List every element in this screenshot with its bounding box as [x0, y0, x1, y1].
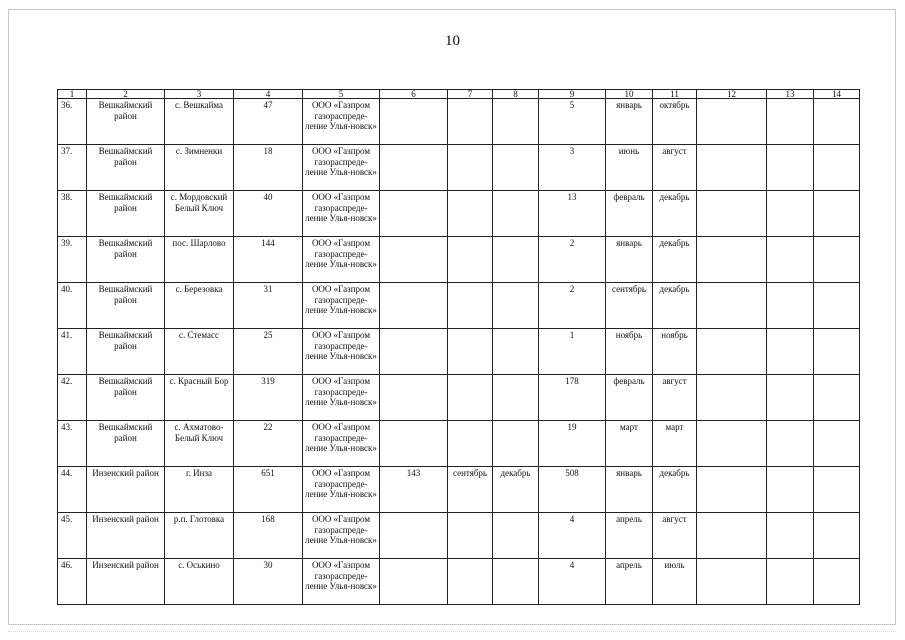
column-header-4: 4	[234, 90, 303, 99]
table-cell-col-12	[697, 191, 767, 237]
table-cell-col-7	[448, 191, 493, 237]
table-cell-col-2: Вешкаймский район	[87, 375, 165, 421]
table-cell-col-5: ООО «Газпром газораспреде-ление Улья-новск»	[303, 283, 380, 329]
table-cell-col-1: 41.	[58, 329, 87, 375]
table-cell-col-10: апрель	[606, 559, 653, 605]
column-header-6: 6	[380, 90, 448, 99]
table-cell-col-12	[697, 99, 767, 145]
table-cell-col-3: г. Инза	[165, 467, 234, 513]
table-cell-col-8	[493, 375, 539, 421]
table-cell-col-6	[380, 329, 448, 375]
table-cell-col-11: октябрь	[653, 99, 697, 145]
table-row	[58, 237, 860, 283]
table-cell-col-4: 319	[234, 375, 303, 421]
table-cell-col-12	[697, 145, 767, 191]
column-header-11: 11	[653, 90, 697, 99]
table-row	[58, 467, 860, 513]
table-cell-col-11: декабрь	[653, 283, 697, 329]
table-cell-col-5: ООО «Газпром газораспреде-ление Улья-новск»	[303, 513, 380, 559]
table-cell-col-2: Инзенский район	[87, 513, 165, 559]
table-row	[58, 191, 860, 237]
table-cell-col-2: Вешкаймский район	[87, 421, 165, 467]
table-cell-col-1: 37.	[58, 145, 87, 191]
table-cell-col-7	[448, 145, 493, 191]
table-cell-col-14	[814, 145, 860, 191]
table-cell-col-1: 40.	[58, 283, 87, 329]
table-cell-col-8	[493, 237, 539, 283]
table-cell-col-4: 40	[234, 191, 303, 237]
table-cell-col-11: декабрь	[653, 467, 697, 513]
table-row	[58, 329, 860, 375]
table-cell-col-4: 31	[234, 283, 303, 329]
table-cell-col-6	[380, 283, 448, 329]
table-cell-col-5: ООО «Газпром газораспреде-ление Улья-новск»	[303, 375, 380, 421]
table-cell-col-7	[448, 237, 493, 283]
table-cell-col-7	[448, 559, 493, 605]
table-row	[58, 99, 860, 145]
table-cell-col-6	[380, 559, 448, 605]
table-cell-col-3: с. Мордовский Белый Ключ	[165, 191, 234, 237]
table-cell-col-10: июнь	[606, 145, 653, 191]
table-cell-col-2: Вешкаймский район	[87, 237, 165, 283]
table-cell-col-4: 47	[234, 99, 303, 145]
table-cell-col-3: пос. Шарлово	[165, 237, 234, 283]
table-cell-col-13	[767, 513, 814, 559]
table-cell-col-6	[380, 237, 448, 283]
table-cell-col-9: 13	[539, 191, 606, 237]
table-cell-col-6: 143	[380, 467, 448, 513]
table-cell-col-8	[493, 559, 539, 605]
table-row	[58, 421, 860, 467]
table-cell-col-8	[493, 513, 539, 559]
table-row	[58, 375, 860, 421]
column-header-12: 12	[697, 90, 767, 99]
table-cell-col-13	[767, 191, 814, 237]
table-cell-col-12	[697, 559, 767, 605]
table-cell-col-14	[814, 467, 860, 513]
table-cell-col-1: 42.	[58, 375, 87, 421]
table-cell-col-10: март	[606, 421, 653, 467]
table-cell-col-8	[493, 99, 539, 145]
table-cell-col-5: ООО «Газпром газораспреде-ление Улья-новск»	[303, 559, 380, 605]
table-cell-col-11: август	[653, 375, 697, 421]
table-cell-col-4: 168	[234, 513, 303, 559]
table-cell-col-1: 44.	[58, 467, 87, 513]
table-cell-col-1: 45.	[58, 513, 87, 559]
table-cell-col-7	[448, 375, 493, 421]
table-cell-col-13	[767, 329, 814, 375]
table-cell-col-11: март	[653, 421, 697, 467]
table-cell-col-5: ООО «Газпром газораспреде-ление Улья-новск»	[303, 421, 380, 467]
table-cell-col-3: с. Оськино	[165, 559, 234, 605]
table-cell-col-6	[380, 145, 448, 191]
table-cell-col-14	[814, 237, 860, 283]
table-cell-col-3: с. Красный Бор	[165, 375, 234, 421]
table-cell-col-9: 19	[539, 421, 606, 467]
table-cell-col-12	[697, 421, 767, 467]
table-cell-col-1: 39.	[58, 237, 87, 283]
table-cell-col-13	[767, 559, 814, 605]
table-cell-col-9: 5	[539, 99, 606, 145]
table-cell-col-7	[448, 513, 493, 559]
table-cell-col-4: 30	[234, 559, 303, 605]
column-header-9: 9	[539, 90, 606, 99]
table-cell-col-7	[448, 421, 493, 467]
table-cell-col-8	[493, 145, 539, 191]
table-cell-col-13	[767, 375, 814, 421]
table-cell-col-9: 178	[539, 375, 606, 421]
table-cell-col-4: 22	[234, 421, 303, 467]
table-cell-col-11: июль	[653, 559, 697, 605]
table-cell-col-7	[448, 283, 493, 329]
table-cell-col-11: август	[653, 145, 697, 191]
table-cell-col-11: декабрь	[653, 191, 697, 237]
header-row	[58, 90, 860, 99]
table-cell-col-10: апрель	[606, 513, 653, 559]
table-cell-col-12	[697, 329, 767, 375]
table-cell-col-3: с. Зимненки	[165, 145, 234, 191]
table-cell-col-13	[767, 145, 814, 191]
table-cell-col-9: 508	[539, 467, 606, 513]
table-cell-col-8	[493, 191, 539, 237]
table-row	[58, 513, 860, 559]
table-cell-col-7	[448, 99, 493, 145]
table-cell-col-14	[814, 375, 860, 421]
table-cell-col-10: сентябрь	[606, 283, 653, 329]
table-cell-col-14	[814, 191, 860, 237]
table-body	[58, 99, 860, 605]
table-cell-col-5: ООО «Газпром газораспреде-ление Улья-новск»	[303, 99, 380, 145]
table-cell-col-5: ООО «Газпром газораспреде-ление Улья-новск»	[303, 467, 380, 513]
table-cell-col-8	[493, 283, 539, 329]
table-cell-col-11: август	[653, 513, 697, 559]
table-cell-col-4: 25	[234, 329, 303, 375]
table-row	[58, 559, 860, 605]
table-cell-col-10: январь	[606, 467, 653, 513]
table-cell-col-2: Вешкаймский район	[87, 329, 165, 375]
table-cell-col-8	[493, 421, 539, 467]
table-cell-col-13	[767, 237, 814, 283]
table-cell-col-2: Вешкаймский район	[87, 283, 165, 329]
table-cell-col-3: с. Стемасс	[165, 329, 234, 375]
table-cell-col-10: январь	[606, 237, 653, 283]
table-cell-col-13	[767, 467, 814, 513]
table-cell-col-9: 3	[539, 145, 606, 191]
table-cell-col-6	[380, 99, 448, 145]
table-cell-col-2: Инзенский район	[87, 559, 165, 605]
table-cell-col-1: 36.	[58, 99, 87, 145]
table-cell-col-9: 2	[539, 283, 606, 329]
table-cell-col-9: 2	[539, 237, 606, 283]
table-cell-col-7: сентябрь	[448, 467, 493, 513]
table-cell-col-12	[697, 513, 767, 559]
table-cell-col-2: Инзенский район	[87, 467, 165, 513]
table-cell-col-9: 1	[539, 329, 606, 375]
column-header-14: 14	[814, 90, 860, 99]
table-cell-col-14	[814, 329, 860, 375]
table-cell-col-13	[767, 283, 814, 329]
table-cell-col-4: 18	[234, 145, 303, 191]
column-header-7: 7	[448, 90, 493, 99]
table-cell-col-6	[380, 513, 448, 559]
table-cell-col-13	[767, 421, 814, 467]
table-cell-col-2: Вешкаймский район	[87, 145, 165, 191]
table-cell-col-12	[697, 467, 767, 513]
table-cell-col-4: 144	[234, 237, 303, 283]
page-number: 10	[445, 33, 460, 49]
table-cell-col-1: 43.	[58, 421, 87, 467]
column-header-10: 10	[606, 90, 653, 99]
table-cell-col-6	[380, 191, 448, 237]
table-cell-col-1: 38.	[58, 191, 87, 237]
data-table	[57, 89, 860, 605]
table-cell-col-2: Вешкаймский район	[87, 191, 165, 237]
table-cell-col-4: 651	[234, 467, 303, 513]
table-cell-col-14	[814, 513, 860, 559]
table-cell-col-9: 4	[539, 559, 606, 605]
table-cell-col-10: ноябрь	[606, 329, 653, 375]
table-cell-col-12	[697, 375, 767, 421]
table-cell-col-3: р.п. Глотовка	[165, 513, 234, 559]
table-cell-col-6	[380, 375, 448, 421]
table-cell-col-14	[814, 99, 860, 145]
table-cell-col-7	[448, 329, 493, 375]
table-cell-col-1: 46.	[58, 559, 87, 605]
table-cell-col-11: ноябрь	[653, 329, 697, 375]
table-cell-col-6	[380, 421, 448, 467]
table-cell-col-14	[814, 421, 860, 467]
table-cell-col-12	[697, 237, 767, 283]
column-header-8: 8	[493, 90, 539, 99]
table-cell-col-11: декабрь	[653, 237, 697, 283]
table-cell-col-14	[814, 283, 860, 329]
table-cell-col-12	[697, 283, 767, 329]
table-cell-col-5: ООО «Газпром газораспреде-ление Улья-новск»	[303, 191, 380, 237]
bottom-edge	[8, 631, 896, 632]
table-row	[58, 283, 860, 329]
table-cell-col-8: декабрь	[493, 467, 539, 513]
column-header-2: 2	[87, 90, 165, 99]
table-cell-col-5: ООО «Газпром газораспреде-ление Улья-новск»	[303, 237, 380, 283]
table-cell-col-5: ООО «Газпром газораспреде-ление Улья-новск»	[303, 329, 380, 375]
table-cell-col-14	[814, 559, 860, 605]
table-row	[58, 145, 860, 191]
table-cell-col-2: Вешкаймский район	[87, 99, 165, 145]
table-cell-col-10: февраль	[606, 191, 653, 237]
table-cell-col-10: январь	[606, 99, 653, 145]
table-cell-col-5: ООО «Газпром газораспреде-ление Улья-новск»	[303, 145, 380, 191]
column-header-3: 3	[165, 90, 234, 99]
column-header-1: 1	[58, 90, 87, 99]
table-cell-col-10: февраль	[606, 375, 653, 421]
table-cell-col-9: 4	[539, 513, 606, 559]
table-cell-col-3: с. Березовка	[165, 283, 234, 329]
table-cell-col-3: с. Вешкайма	[165, 99, 234, 145]
table-cell-col-8	[493, 329, 539, 375]
column-header-13: 13	[767, 90, 814, 99]
table-cell-col-13	[767, 99, 814, 145]
column-header-5: 5	[303, 90, 380, 99]
table-cell-col-3: с. Ахматово-Белый Ключ	[165, 421, 234, 467]
